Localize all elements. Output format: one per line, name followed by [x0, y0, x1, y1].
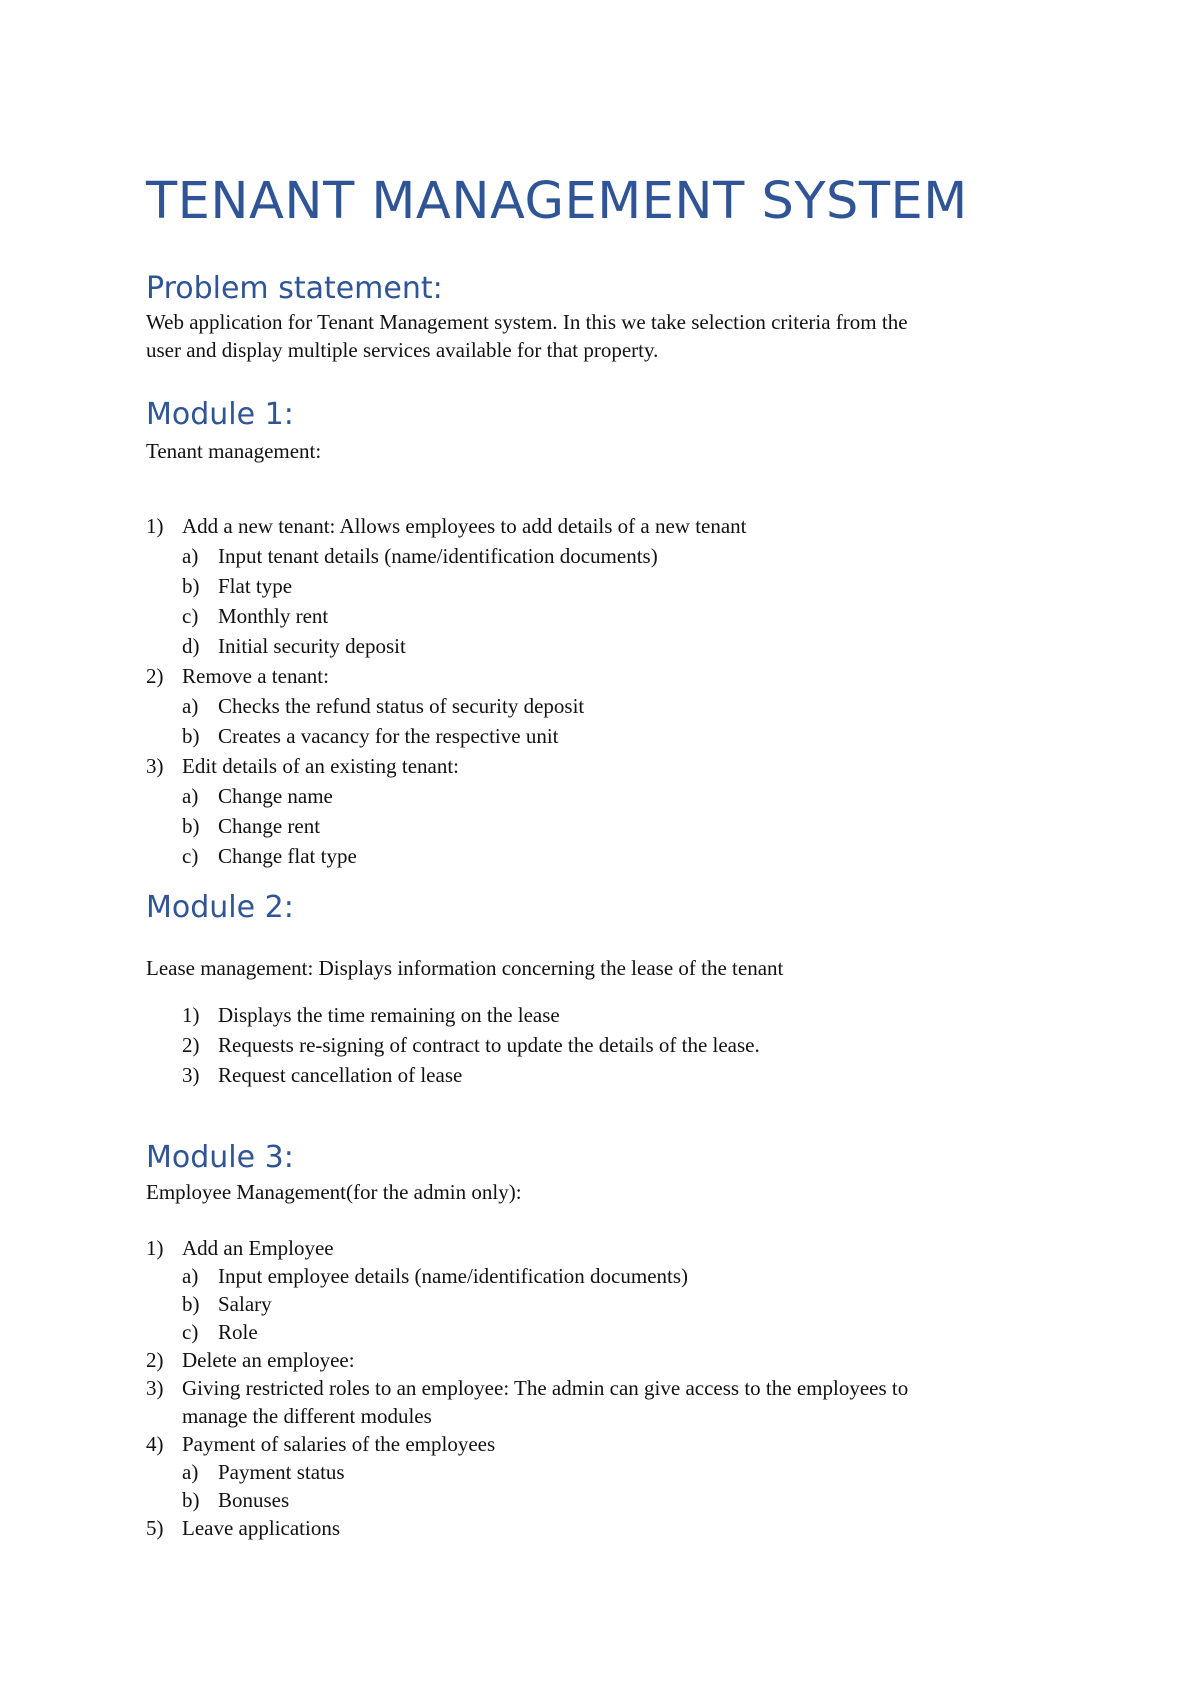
- sublist-item: Flat type: [218, 574, 293, 598]
- sublist-item: Bonuses: [218, 1488, 290, 1512]
- problem-text-line: user and display multiple services available for that property.: [146, 338, 659, 362]
- sublist-item: Input tenant details (name/identification documents): [218, 544, 658, 568]
- module1-heading: Module 1:: [146, 397, 294, 432]
- list-number: 2): [182, 1033, 200, 1057]
- module3-heading: Module 3:: [146, 1140, 294, 1175]
- list-item: Payment of salaries of the employees: [182, 1432, 496, 1456]
- sublist-item: Change name: [218, 784, 333, 808]
- sublist-item: Change flat type: [218, 844, 357, 868]
- module3-subtitle: Employee Management(for the admin only):: [146, 1180, 522, 1204]
- list-number: 1): [146, 1236, 164, 1260]
- sublist-item: Monthly rent: [218, 604, 329, 628]
- list-item: Displays the time remaining on the lease: [218, 1003, 560, 1027]
- sublist-letter: a): [182, 784, 199, 808]
- sublist-item: Role: [218, 1320, 258, 1344]
- list-number: 3): [146, 1376, 164, 1400]
- problem-heading: Problem statement:: [146, 271, 443, 306]
- list-number: 3): [146, 754, 164, 778]
- sublist-item: Payment status: [218, 1460, 345, 1484]
- list-item: Requests re-signing of contract to update the details of the lease.: [218, 1033, 760, 1057]
- sublist-letter: c): [182, 1320, 199, 1344]
- sublist-letter: c): [182, 844, 199, 868]
- list-number: 1): [182, 1003, 200, 1027]
- sublist-letter: b): [182, 1488, 200, 1512]
- list-number: 2): [146, 664, 164, 688]
- list-number: 2): [146, 1348, 164, 1372]
- list-item: Delete an employee:: [182, 1348, 355, 1372]
- list-item: Request cancellation of lease: [218, 1063, 463, 1087]
- module2-heading: Module 2:: [146, 890, 294, 925]
- list-item: Edit details of an existing tenant:: [182, 754, 460, 778]
- sublist-letter: b): [182, 1292, 200, 1316]
- sublist-item: Salary: [218, 1292, 272, 1316]
- list-number: 1): [146, 514, 164, 538]
- list-item: Leave applications: [182, 1516, 341, 1540]
- sublist-item: Change rent: [218, 814, 321, 838]
- sublist-item: Creates a vacancy for the respective unit: [218, 724, 559, 748]
- sublist-letter: a): [182, 544, 199, 568]
- sublist-letter: b): [182, 574, 200, 598]
- sublist-letter: b): [182, 724, 200, 748]
- list-item: Giving restricted roles to an employee: The admin can give access to the employees to: [182, 1376, 909, 1400]
- problem-text-line: Web application for Tenant Management system. In this we take selection criteria from the: [146, 310, 908, 334]
- list-item: Add an Employee: [182, 1236, 334, 1260]
- sublist-letter: a): [182, 1264, 199, 1288]
- sublist-item: Input employee details (name/identification documents): [218, 1264, 689, 1288]
- list-item: Remove a tenant:: [182, 664, 329, 688]
- list-number: 5): [146, 1516, 164, 1540]
- sublist-letter: a): [182, 1460, 199, 1484]
- sublist-letter: c): [182, 604, 199, 628]
- list-number: 3): [182, 1063, 200, 1087]
- sublist-letter: a): [182, 694, 199, 718]
- module1-subtitle: Tenant management:: [146, 439, 322, 463]
- list-item-continuation: manage the different modules: [182, 1404, 432, 1428]
- sublist-letter: d): [182, 634, 200, 658]
- page-title: TENANT MANAGEMENT SYSTEM: [146, 172, 968, 231]
- list-number: 4): [146, 1432, 164, 1456]
- sublist-letter: b): [182, 814, 200, 838]
- list-item: Add a new tenant: Allows employees to add details of a new tenant: [182, 514, 747, 538]
- sublist-item: Initial security deposit: [218, 634, 406, 658]
- sublist-item: Checks the refund status of security deposit: [218, 694, 585, 718]
- module2-subtitle: Lease management: Displays information concerning the lease of the tenant: [146, 956, 784, 980]
